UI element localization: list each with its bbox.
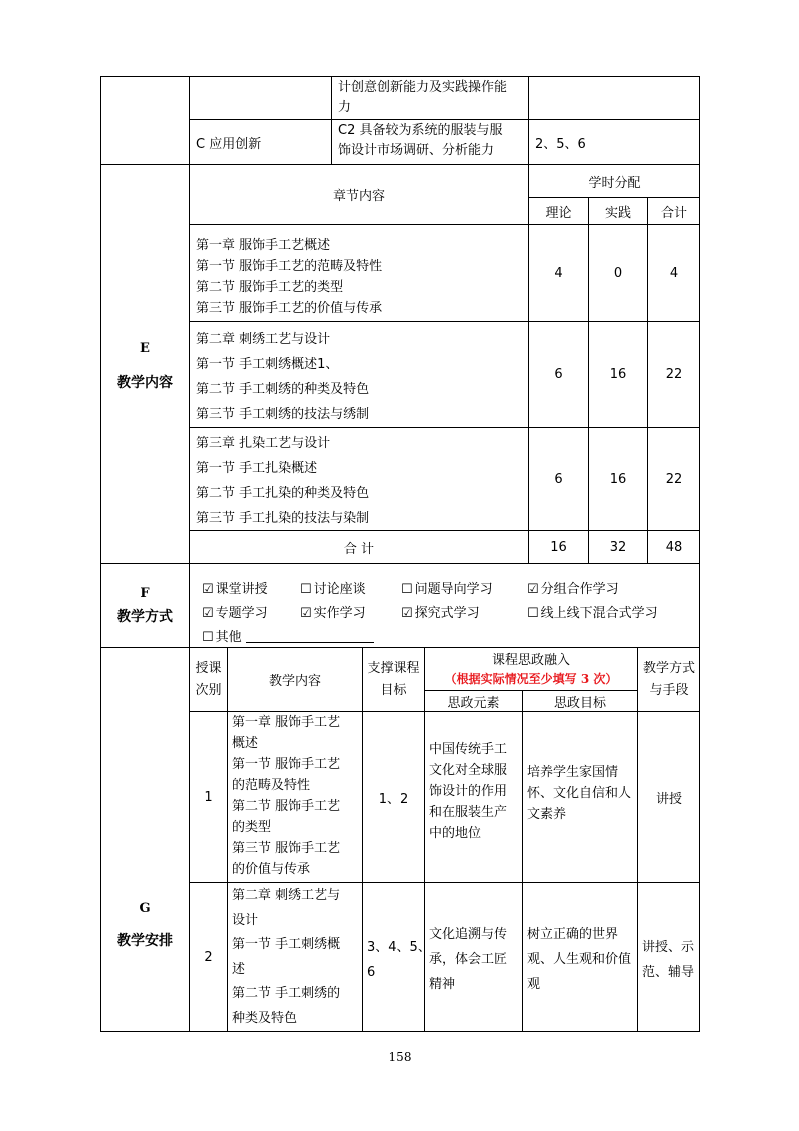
supported-goals: 2、5、6 [535, 136, 586, 152]
chapter-2-total: 22 [665, 367, 683, 382]
section-g-title: 教学安排 [117, 933, 173, 949]
method-option-lecture[interactable]: ☑ 课堂讲授 [202, 582, 268, 597]
grid-line [189, 563, 190, 647]
section-e-letter: E [140, 340, 150, 356]
row-1-content: 第一章 服饰手工艺 概述 第一节 服饰手工艺 的范畴及特性 第二节 服饰手工艺 的类型 第三节 服饰手工艺 的价值与传承 [232, 715, 341, 877]
row-2-session: 2 [204, 949, 213, 965]
method-option-group-work[interactable]: ☑ 分组合作学习 [527, 582, 619, 597]
header-teaching-content: 教学内容 [268, 674, 321, 689]
header-practice: 实践 [604, 205, 631, 221]
header-method: 教学方式 与手段 [642, 660, 695, 698]
checkbox-unchecked-icon[interactable]: ☐ [202, 630, 214, 645]
header-ideological-note: （根据实际情况至少填写 3 次） [444, 672, 618, 686]
chapter-2-practice: 16 [609, 367, 627, 382]
checkbox-unchecked-icon[interactable]: ☐ [401, 582, 413, 597]
row-1-method: 讲授 [655, 791, 682, 807]
page-number: 158 [388, 1050, 412, 1064]
sum-label: 合 计 [343, 541, 375, 557]
header-ideo-target: 思政目标 [553, 695, 606, 711]
header-theory: 理论 [545, 205, 572, 221]
method-option-problem-based[interactable]: ☐ 问题导向学习 [401, 582, 493, 597]
checkbox-unchecked-icon[interactable]: ☐ [527, 606, 539, 621]
grid-line [189, 882, 700, 883]
method-option-topic-study[interactable]: ☑ 专题学习 [202, 606, 268, 621]
header-total: 合计 [660, 205, 687, 221]
header-ideological: 课程思政融入 [491, 652, 570, 668]
header-chapter-content: 章节内容 [332, 189, 385, 204]
row-2-target: 树立正确的世界 观、人生观和价值 观 [527, 927, 632, 992]
checkbox-checked-icon[interactable]: ☑ [300, 606, 312, 621]
chapter-2-content: 第二章 刺绣工艺与设计 第一节 手工刺绣概述1、 第二节 手工刺绣的种类及特色 第三节 手工刺绣的技法与绣制 [196, 332, 370, 422]
row-1-session: 1 [204, 789, 213, 805]
section-f-title: 教学方式 [117, 609, 173, 625]
header-hours: 学时分配 [588, 175, 641, 191]
checkbox-checked-icon[interactable]: ☑ [202, 582, 214, 597]
row-2-content: 第二章 刺绣工艺与 设计 第一节 手工刺绣概 述 第二节 手工刺绣的 种类及特色 [232, 888, 341, 1026]
section-f-letter: F [140, 585, 150, 601]
chapter-3-total: 22 [665, 471, 683, 487]
checkbox-unchecked-icon[interactable]: ☐ [300, 582, 312, 597]
row-2-element: 文化追溯与传 承，体会工匠 精神 [429, 927, 508, 992]
section-e-title: 教学内容 [117, 375, 173, 391]
sum-practice: 32 [609, 539, 627, 555]
section-divider [100, 563, 700, 564]
chapter-1-practice: 0 [613, 265, 623, 281]
checkbox-checked-icon[interactable]: ☑ [401, 606, 413, 621]
method-option-practical[interactable]: ☑ 实作学习 [300, 606, 366, 621]
checkbox-checked-icon[interactable]: ☑ [202, 606, 214, 621]
ability-text-cont: 计创意创新能力及实践操作能 力 [338, 80, 508, 115]
other-fill-line[interactable] [246, 642, 374, 643]
section-g-letter: G [139, 900, 151, 916]
chapter-1-theory: 4 [554, 265, 563, 281]
chapter-3-theory: 6 [554, 471, 563, 487]
header-ideo-element: 思政元素 [447, 695, 500, 711]
sum-total: 48 [665, 539, 683, 555]
chapter-3-practice: 16 [609, 471, 627, 487]
category-label: C 应用创新 [196, 136, 262, 152]
row-1-target: 培养学生家国情 怀、文化自信和人 文素养 [527, 765, 632, 822]
row-1-element: 中国传统手工 文化对全球服 饰设计的作用 和在服装生产 中的地位 [429, 742, 508, 841]
row-2-method: 讲授、示 范、辅导 [642, 940, 695, 980]
row-1-goals: 1、2 [378, 791, 409, 807]
header-session: 授课 次别 [195, 660, 222, 698]
header-supported-goals: 支撑课程 目标 [367, 660, 420, 698]
checkbox-checked-icon[interactable]: ☑ [527, 582, 539, 597]
sum-theory: 16 [550, 539, 567, 555]
method-option-inquiry[interactable]: ☑ 探究式学习 [401, 606, 480, 621]
method-option-blended[interactable]: ☐ 线上线下混合式学习 [527, 606, 658, 621]
method-option-other[interactable]: ☐ 其他 [202, 630, 242, 645]
chapter-2-theory: 6 [554, 367, 563, 382]
chapter-1-content: 第一章 服饰手工艺概述 第一节 服饰手工艺的范畴及特性 第二节 服饰手工艺的类型 第三节 服饰手工艺的价值与传承 [196, 238, 383, 316]
ability-text-c2: C2 具备较为系统的服装与服 饰设计市场调研、分析能力 [338, 123, 503, 158]
chapter-3-content: 第三章 扎染工艺与设计 第一节 手工扎染概述 第二节 手工扎染的种类及特色 第三节 手工扎染的技法与染制 [196, 436, 370, 526]
row-2-goals: 3、4、5、 6 [367, 940, 431, 980]
chapter-1-total: 4 [669, 265, 679, 281]
method-option-discussion[interactable]: ☐ 讨论座谈 [300, 582, 366, 597]
